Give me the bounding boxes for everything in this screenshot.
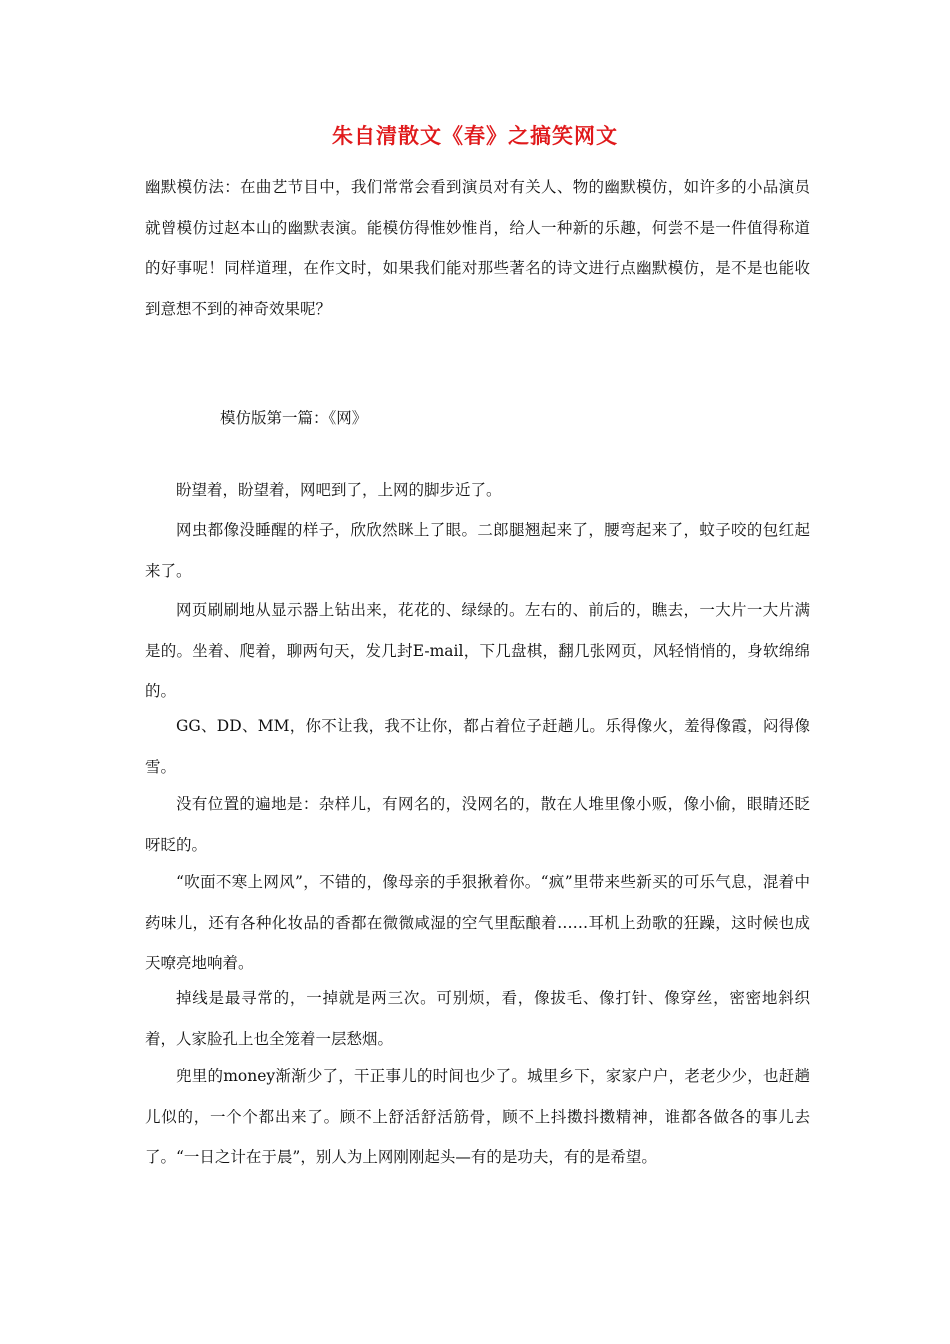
intro-paragraph (145, 167, 810, 329)
body-paragraph (145, 470, 810, 511)
body-paragraph (145, 862, 810, 984)
body-paragraph (145, 706, 810, 787)
subheading-text: 模仿版第一篇：《网》 (220, 409, 368, 427)
paragraph-text: “吹面不寒上网风”，不错的，像母亲的手狠揪着你。“疯”里带来些新买的可乐气息，混着中药味儿，还有各种化妆品的香都在微微咸湿的空气里酝酿着……耳机上劲歌的狂躁，这时候也成天嘹亮地响着。 (145, 873, 810, 972)
paragraph-text: 盼望着，盼望着，网吧到了，上网的脚步近了。 (176, 481, 502, 499)
paragraph-text: 没有位置的遍地是：杂样儿，有网名的，没网名的，散在人堆里像小贩，像小偷，眼睛还眨呀眨的。 (145, 795, 810, 854)
body-paragraph (145, 590, 810, 712)
body-paragraph (145, 1056, 810, 1178)
document-title: 朱自清散文《春》之搞笑网文 (332, 123, 618, 148)
body-paragraph (145, 510, 810, 591)
paragraph-text: 网虫都像没睡醒的样子，欣欣然眯上了眼。二郎腿翘起来了，腰弯起来了，蚊子咬的包红起来了。 (145, 521, 810, 580)
paragraph-text: 掉线是最寻常的，一掉就是两三次。可别烦，看，像拔毛、像打针、像穿丝，密密地斜织着，人家脸孔上也全笼着一层愁烟。 (145, 989, 810, 1048)
body-paragraph (145, 784, 810, 865)
paragraph-text: GG、DD、MM，你不让我，我不让你，都占着位子赶趟儿。乐得像火，羞得像霞，闷得像雪。 (145, 717, 810, 776)
paragraph-text: 兜里的money渐渐少了，干正事儿的时间也少了。城里乡下，家家户户，老老少少，也赶趟儿似的，一个个都出来了。顾不上舒活舒活筋骨，顾不上抖擞抖擞精神，谁都各做各的事儿去了。“一日之计在于晨”，别人为上网刚刚起头—有的是功夫，有的是希望。 (145, 1067, 810, 1166)
intro-text: 幽默模仿法：在曲艺节目中，我们常常会看到演员对有关人、物的幽默模仿，如许多的小品演员就曾模仿过赵本山的幽默表演。能模仿得惟妙惟肖，给人一种新的乐趣，何尝不是一件值得称道的好事呢！同样道理，在作文时，如果我们能对那些著名的诗文进行点幽默模仿，是不是也能收到意想不到的神奇效果呢？ (145, 178, 810, 318)
body-paragraph (145, 978, 810, 1059)
paragraph-text: 网页刷刷地从显示器上钻出来，花花的、绿绿的。左右的、前后的，瞧去，一大片一大片满是的。坐着、爬着，聊两句天，发几封E-mail，下几盘棋，翻几张网页，风轻悄悄的，身软绵绵的。 (145, 601, 810, 700)
section-subheading (220, 398, 810, 439)
